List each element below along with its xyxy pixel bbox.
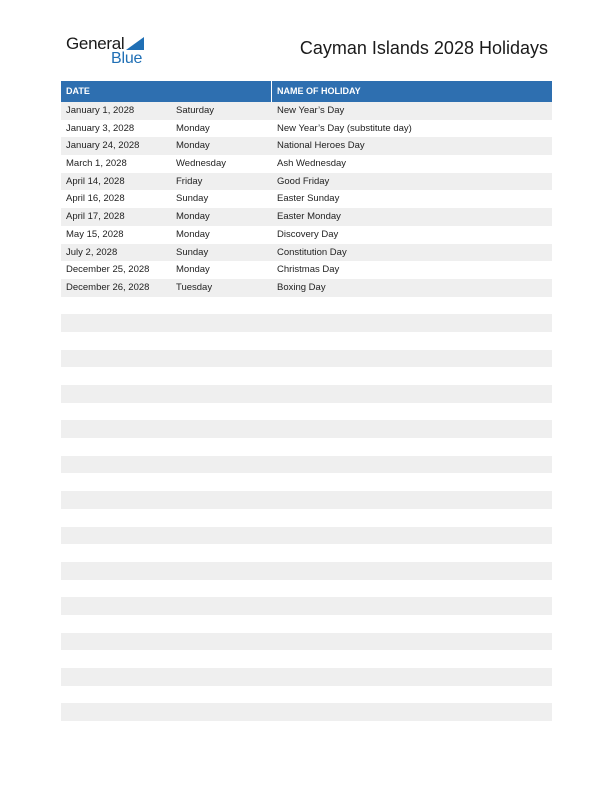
blank-row [61, 314, 552, 332]
cell-day: Monday [176, 264, 210, 276]
blank-row [61, 615, 552, 633]
cell-holiday-name: New Year’s Day (substitute day) [277, 122, 412, 134]
cell-day: Friday [176, 175, 203, 187]
cell-holiday-name: New Year’s Day [277, 105, 345, 116]
table-row [61, 261, 552, 279]
cell-holiday-name: Good Friday [277, 175, 330, 187]
table-row [61, 279, 552, 297]
cell-day: Wednesday [176, 158, 226, 170]
logo-blue-text: Blue [111, 50, 143, 67]
cell-day: Saturday [176, 105, 215, 116]
blank-row [61, 367, 552, 385]
cell-date: July 2, 2028 [66, 246, 118, 258]
blank-row [61, 721, 552, 739]
blank-row [61, 491, 552, 509]
blank-row [61, 703, 552, 721]
blank-row [61, 509, 552, 527]
cell-day: Monday [176, 228, 210, 240]
cell-date: April 17, 2028 [66, 211, 125, 223]
cell-holiday-name: Easter Sunday [277, 193, 340, 205]
blank-row [61, 633, 552, 651]
cell-holiday-name: Constitution Day [277, 246, 347, 258]
blank-row [61, 385, 552, 403]
cell-date: January 3, 2028 [66, 122, 135, 134]
blank-row [61, 438, 552, 456]
cell-date: December 25, 2028 [66, 264, 150, 276]
cell-holiday-name: National Heroes Day [277, 140, 365, 152]
table-row [61, 155, 552, 173]
header-date: DATE [61, 81, 271, 102]
table-row [61, 173, 552, 191]
generalblue-logo [66, 34, 156, 68]
cell-holiday-name: Boxing Day [277, 281, 326, 293]
table-row [61, 190, 552, 208]
blank-row [61, 332, 552, 350]
table-body [61, 102, 552, 739]
blank-row [61, 473, 552, 491]
logo-triangle-icon [126, 37, 144, 50]
cell-day: Tuesday [176, 281, 213, 293]
cell-holiday-name: Easter Monday [277, 211, 341, 223]
cell-date: May 15, 2028 [66, 228, 124, 240]
blank-row [61, 597, 552, 615]
table-row [61, 137, 552, 155]
cell-day: Monday [176, 140, 210, 152]
cell-day: Monday [176, 211, 210, 223]
header-holiday-name: NAME OF HOLIDAY [272, 81, 552, 102]
blank-row [61, 650, 552, 668]
table-row [61, 244, 552, 262]
cell-day: Sunday [176, 193, 209, 205]
cell-date: December 26, 2028 [66, 281, 150, 293]
blank-row [61, 562, 552, 580]
cell-day: Monday [176, 122, 210, 134]
blank-row [61, 420, 552, 438]
blank-row [61, 456, 552, 474]
logo-general-text: General [66, 34, 125, 53]
table-header [61, 81, 552, 102]
blank-row [61, 668, 552, 686]
cell-day: Sunday [176, 246, 209, 258]
table-row [61, 226, 552, 244]
blank-row [61, 297, 552, 315]
cell-holiday-name: Discovery Day [277, 228, 339, 240]
cell-holiday-name: Ash Wednesday [277, 158, 347, 170]
page-title: Cayman Islands 2028 Holidays [299, 38, 548, 58]
table-row [61, 102, 552, 120]
cell-holiday-name: Christmas Day [277, 264, 340, 276]
blank-row [61, 686, 552, 704]
cell-date: January 24, 2028 [66, 140, 140, 152]
cell-date: January 1, 2028 [66, 105, 135, 116]
blank-row [61, 580, 552, 598]
table-row [61, 120, 552, 138]
blank-row [61, 527, 552, 545]
blank-row [61, 403, 552, 421]
table-row [61, 208, 552, 226]
holiday-table [61, 81, 552, 739]
blank-row [61, 544, 552, 562]
cell-date: April 14, 2028 [66, 175, 125, 187]
blank-row [61, 350, 552, 368]
cell-date: April 16, 2028 [66, 193, 125, 205]
cell-date: March 1, 2028 [66, 158, 127, 170]
